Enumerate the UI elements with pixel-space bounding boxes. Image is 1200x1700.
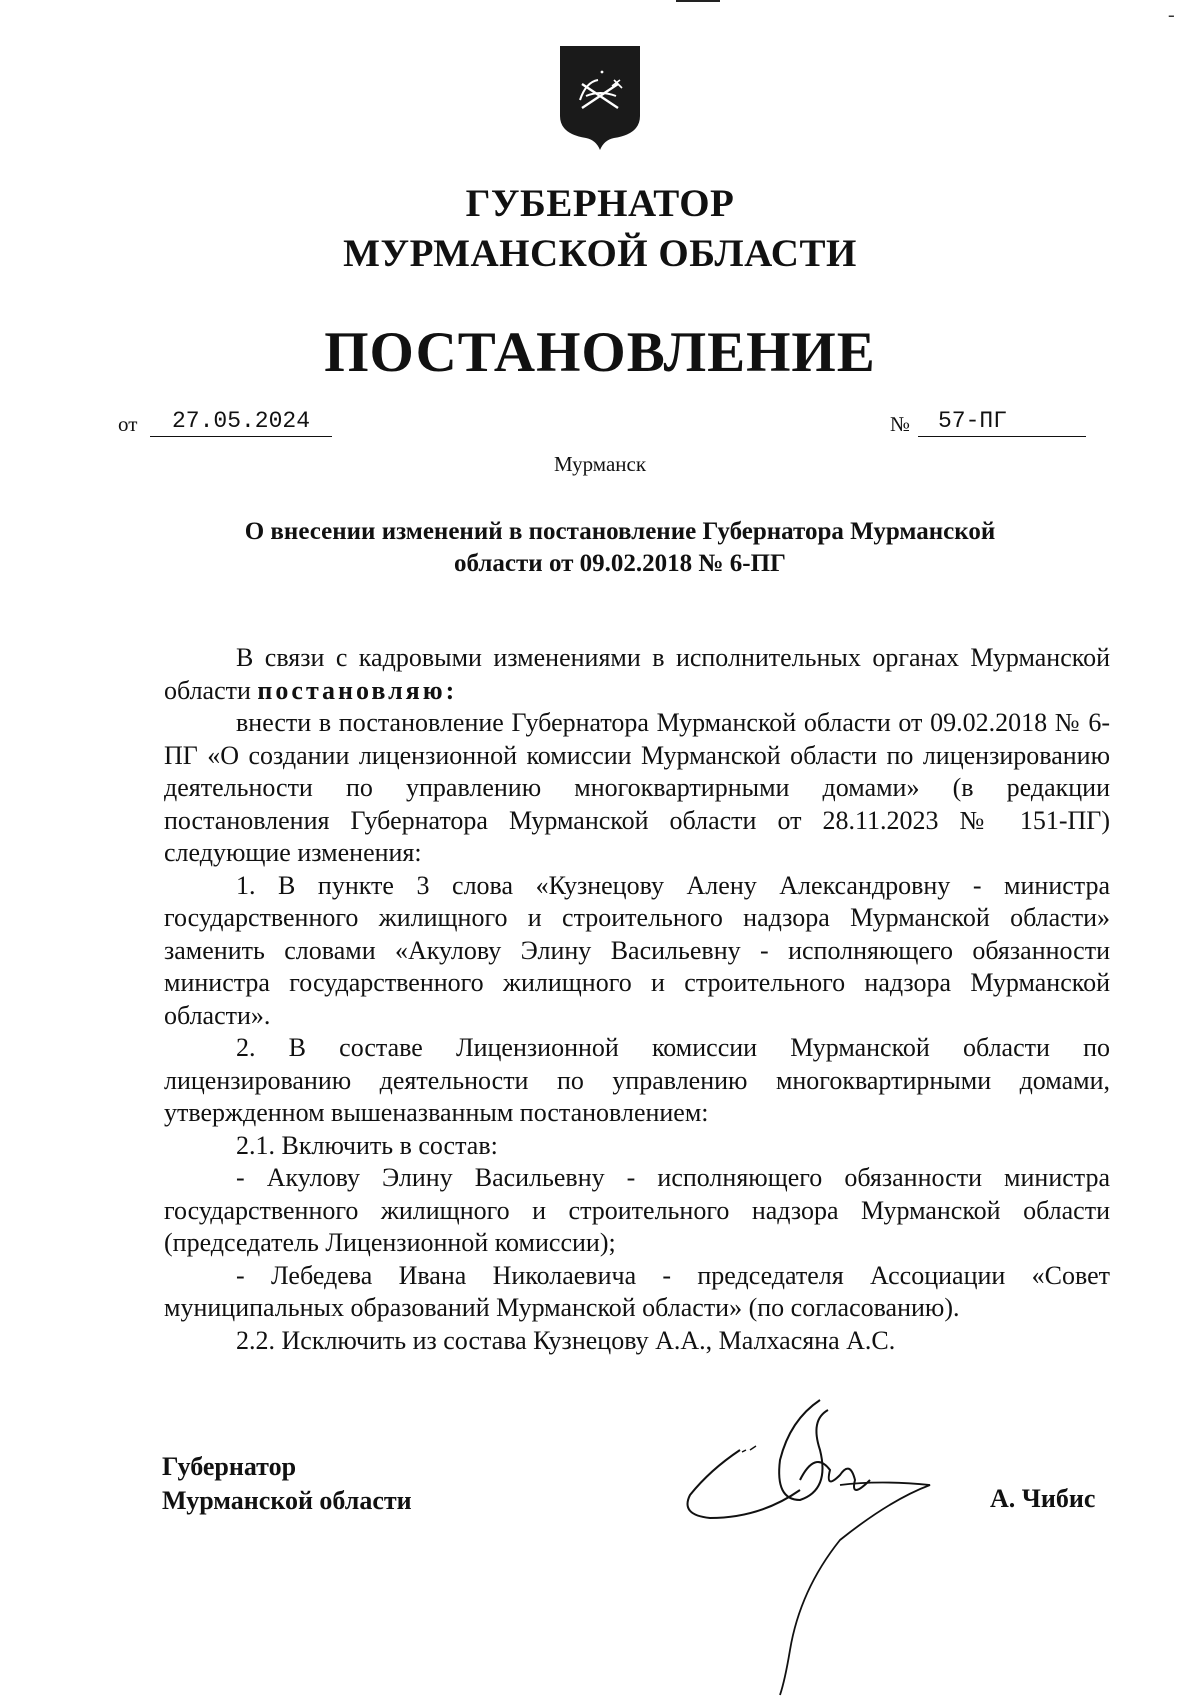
body-paragraph-item1: 1. В пункте 3 слова «Кузнецову Алену Александровну - министра государственного жилищного и строительного надзора Мурманской области» заменить словами «Акулову Элину Васильевну - исполняющего обязанности министра государственного жилищного и строительного надзора Мурманской области». [164, 870, 1110, 1030]
resolve-word: постановляю: [257, 675, 458, 705]
org-title-line2: МУРМАНСКОЙ ОБЛАСТИ [343, 232, 857, 275]
handwritten-signature [680, 1390, 970, 1700]
date-prefix: от [118, 412, 138, 436]
document-date: 27.05.2024 [150, 406, 332, 437]
body-paragraph-include-lebedev: - Лебедева Ивана Николаевича - председателя Ассоциации «Совет муниципальных образований Мурманской области» (по согласованию). [164, 1260, 1110, 1322]
body-paragraph-preamble [164, 642, 1110, 707]
org-title-line1: ГУБЕРНАТОР [465, 182, 735, 225]
coat-of-arms-icon [556, 42, 644, 152]
body-paragraph-item2: 2. В составе Лицензионной комиссии Мурманской области по лицензированию деятельности по управлению многоквартирными домами, утвержденном вышеназванным постановлением: [164, 1033, 1110, 1127]
document-subject [160, 516, 1080, 580]
document-body [164, 642, 1110, 1357]
body-paragraph-item2-1: 2.1. Включить в состав: [236, 1130, 498, 1160]
document-type: ПОСТАНОВЛЕНИЕ [324, 321, 876, 384]
top-edge-mark [676, 0, 720, 2]
body-paragraph-item2-2: 2.2. Исключить из состава Кузнецову А.А., Малхасяна А.С. [236, 1325, 896, 1355]
signatory-title [162, 1450, 412, 1518]
signatory-name: А. Чибис [990, 1484, 1096, 1513]
corner-mark: - [1168, 4, 1175, 26]
body-paragraph-amend: внести в постановление Губернатора Мурманской области от 09.02.2018 № 6-ПГ «О создании лицензионной комиссии Мурманской области по лицензированию деятельности по управлению многоквартирными домами» (в редакции постановления Губернатора Мурманской области от 28.11.2023 № 151-ПГ) следующие изменения: [164, 708, 1110, 867]
signatory-title-line2: Мурманской области [162, 1486, 412, 1515]
document-number: 57-ПГ [918, 406, 1086, 437]
number-prefix: № [890, 412, 911, 436]
body-paragraph-include-akulova: - Акулову Элину Васильевну - исполняющего обязанности министра государственного жилищного и строительного надзора Мурманской области (председатель Лицензионной комиссии); [164, 1163, 1110, 1257]
preamble-text: В связи с кадровыми изменениями в исполнительных органах Мурманской области [164, 643, 1110, 705]
subject-line2: области от 09.02.2018 № 6-ПГ [454, 550, 786, 577]
subject-line1: О внесении изменений в постановление Губернатора Мурманской [244, 518, 996, 545]
city: Мурманск [553, 452, 647, 476]
signatory-title-line1: Губернатор [162, 1452, 297, 1481]
